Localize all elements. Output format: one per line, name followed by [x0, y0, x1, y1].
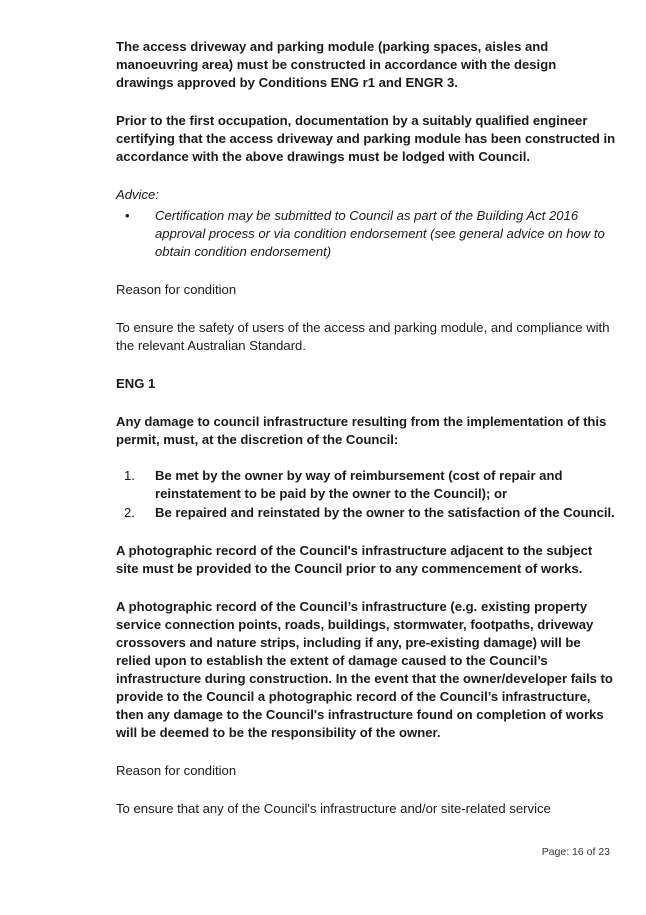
reason-text: To ensure the safety of users of the access and parking module, and compliance with the relevant Australian Standard. [116, 320, 610, 353]
paragraph-damage-intro: Any damage to council infrastructure resulting from the implementation of this permit, must, at the discretion of the Council: [116, 414, 607, 447]
numbered-item-text: Be met by the owner by way of reimbursement (cost of repair and reinstatement to be paid by the owner to the Council); or [155, 468, 563, 501]
reason-label: Reason for condition [116, 282, 237, 297]
numbered-item-text: Be repaired and reinstated by the owner to the satisfaction of the Council. [155, 505, 615, 520]
advice-bullet-list [116, 207, 616, 261]
document-page [116, 38, 616, 818]
advice-bullet-item [116, 207, 616, 261]
advice-label: Advice: [116, 187, 159, 202]
paragraph-parking-construction: The access driveway and parking module (parking spaces, aisles and manoeuvring area) must be constructed in accordance with the design drawings approved by Conditions ENG r1 and ENGR 3. [116, 39, 557, 90]
numbered-list [116, 467, 616, 522]
reason-label: Reason for condition [116, 763, 237, 778]
paragraph-photo-record-details: A photographic record of the Council’s infrastructure (e.g. existing property service connection points, roads, buildings, stormwater, footpaths, driveway crossovers and nature strips, including if any, pre-existing damage) will be relied upon to establish the extent of damage caused to the Council’s infrastructure during construction. In the event that the owner/developer fails to provide to the Council a photographic record of the Council’s infrastructure, then any damage to the Council's infrastructure found on completion of works will be deemed to be the responsibility of the owner. [116, 599, 613, 740]
page-number: Page: 16 of 23 [541, 846, 610, 858]
numbered-item [116, 504, 616, 522]
number-marker: 2. [124, 505, 135, 520]
section-heading-eng1: ENG 1 [116, 376, 156, 391]
numbered-item [116, 467, 616, 503]
number-marker: 1. [124, 468, 135, 483]
paragraph-photo-record-required: A photographic record of the Council's infrastructure adjacent to the subject site must be provided to the Council prior to any commencement of works. [116, 543, 593, 576]
bullet-icon: • [125, 208, 130, 223]
reason-text: To ensure that any of the Council's infrastructure and/or site-related service [116, 801, 551, 816]
advice-bullet-text: Certification may be submitted to Council as part of the Building Act 2016 approval process or via condition endorsement (see general advice on how to obtain condition endorsement) [155, 208, 605, 259]
paragraph-certification: Prior to the first occupation, documentation by a suitably qualified engineer certifying that the access driveway and parking module has been constructed in accordance with the above drawings must be lodged with Council. [116, 113, 616, 164]
